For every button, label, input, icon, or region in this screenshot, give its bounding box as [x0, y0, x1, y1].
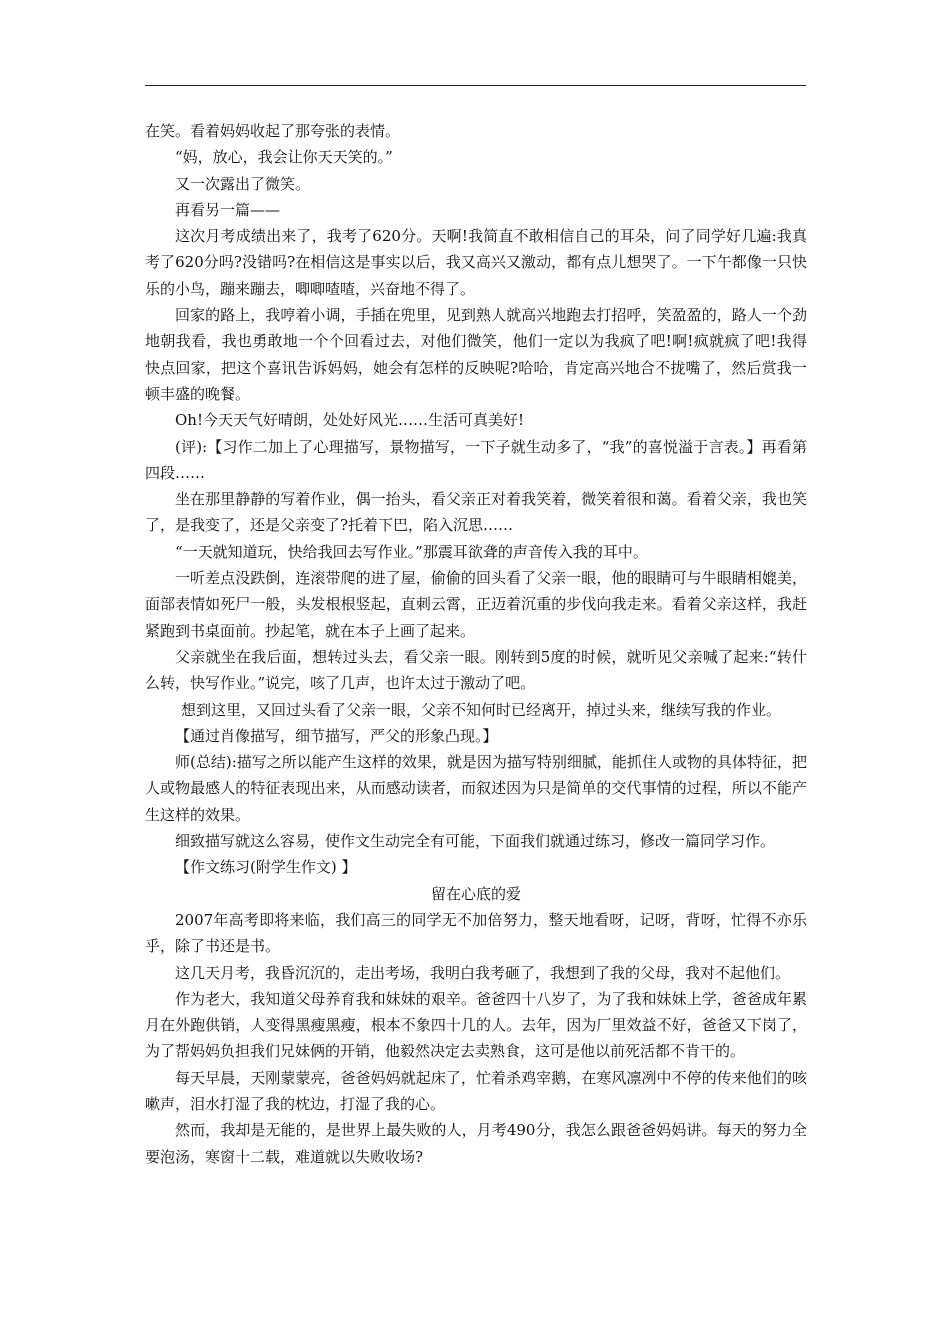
paragraph: “妈，放心，我会让你天天笑的。”	[175, 148, 393, 167]
paragraph: 然而，我却是无能的，是世界上最失败的人，月考490分，我怎么跟爸爸妈妈讲。每天的努力全要泡汤，寒窗十二载，难道就以失败收场?	[145, 1121, 807, 1166]
comment-paragraph: (评):【习作二加上了心理描写，景物描写，一下子就生动多了，“我”的喜悦溢于言表。】再看第四段……	[145, 437, 807, 482]
comment-paragraph: 【通过肖像描写，细节描写，严父的形象凸现。】	[175, 726, 498, 745]
paragraph: 再看另一篇——	[175, 200, 281, 219]
paragraph: 2007年高考即将来临，我们高三的同学无不加倍努力，整天地看呀，记呀，背呀，忙得不亦乐乎，除了书还是书。	[145, 910, 807, 956]
summary-paragraph: 师(总结):描写之所以能产生这样的效果，就是因为描写特别细腻，能抓住人或物的具体特征，把人或物最感人的特征表现出来，从而感动读者，而叙述因为只是简单的交代事情的过程，所以不能产生这样的效果。	[145, 753, 807, 824]
paragraph: 作为老大，我知道父母养育我和妹妹的艰辛。爸爸四十八岁了，为了我和妹妹上学，爸爸成年累月在外跑供销，人变得黑瘦黑瘦，根本不象四十几的人。去年，因为厂里效益不好，爸爸又下岗了，为了帮妈妈负担我们兄妹俩的开销，他毅然决定去卖熟食，这可是他以前死活都不肯干的。	[145, 989, 807, 1061]
header-rule	[145, 85, 806, 86]
paragraph: 回家的路上，我哼着小调，手插在兜里，见到熟人就高兴地跑去打招呼，笑盈盈的，路人一个劲地朝我看，我也勇敢地一个个回看过去，对他们微笑，他们一定以为我疯了吧!啊!疯就疯了吧!我得快点回家，把这个喜讯告诉妈妈，她会有怎样的反映呢?哈哈，肯定高兴地合不拢嘴了，然后赏我一顿丰盛的晚餐。	[145, 306, 807, 403]
paragraph: 一听差点没跌倒，连滚带爬的进了屋，偷偷的回头看了父亲一眼，他的眼睛可与牛眼睛相媲美，面部表情如死尸一般，头发根根竖起，直刺云霄，正迈着沉重的步伐向我走来。看着父亲这样，我赶紧跑到书桌面前。抄起笔，就在本子上画了起来。	[145, 569, 807, 640]
paragraph: 父亲就坐在我后面，想转过头去，看父亲一眼。刚转到5度的时候，就听见父亲喊了起来:“转什么转，快写作业。”说完，咳了几声，也许太过于激动了吧。	[145, 647, 807, 693]
paragraph: 坐在那里静静的写着作业，偶一抬头，看父亲正对着我笑着，微笑着很和蔼。看着父亲，我也笑了，是我变了，还是父亲变了?托着下巴，陷入沉思……	[145, 490, 807, 535]
paragraph: 每天早晨，天刚蒙蒙亮，爸爸妈妈就起床了，忙着杀鸡宰鹅，在寒风凛冽中不停的传来他们的咳嗽声，泪水打湿了我的枕边，打湿了我的心。	[145, 1068, 807, 1113]
paragraph: Oh!今天天气好晴朗，处处好风光……生活可真美好!	[175, 411, 525, 430]
paragraph: 想到这里，又回过头看了父亲一眼，父亲不知何时已经离开，掉过头来，继续写我的作业。	[181, 700, 782, 719]
paragraph: 这次月考成绩出来了，我考了620分。天啊!我简直不敢相信自己的耳朵，问了同学好几遍:我真考了620分吗?没错吗?在相信这是事实以后，我又高兴又激动，都有点儿想哭了。一下午都像一只快乐的小鸟，蹦来蹦去，唧唧喳喳，兴奋地不得了。	[145, 227, 807, 298]
essay-title: 留在心底的爱	[430, 884, 521, 903]
paragraph: 在笑。看着妈妈收起了那夸张的表情。	[145, 122, 401, 140]
paragraph: 细致描写就这么容易，使作文生动完全有可能，下面我们就通过练习，修改一篇同学习作。	[175, 832, 776, 851]
document-body	[145, 118, 807, 1170]
paragraph: “一天就知道玩，快给我回去写作业。”那震耳欲聋的声音传入我的耳中。	[175, 542, 648, 561]
paragraph: 这几天月考，我昏沉沉的，走出考场，我明白我考砸了，我想到了我的父母，我对不起他们。	[175, 963, 791, 982]
exercise-heading: 【作文练习(附学生作文) 】	[175, 858, 357, 877]
paragraph: 又一次露出了微笑。	[175, 174, 311, 193]
